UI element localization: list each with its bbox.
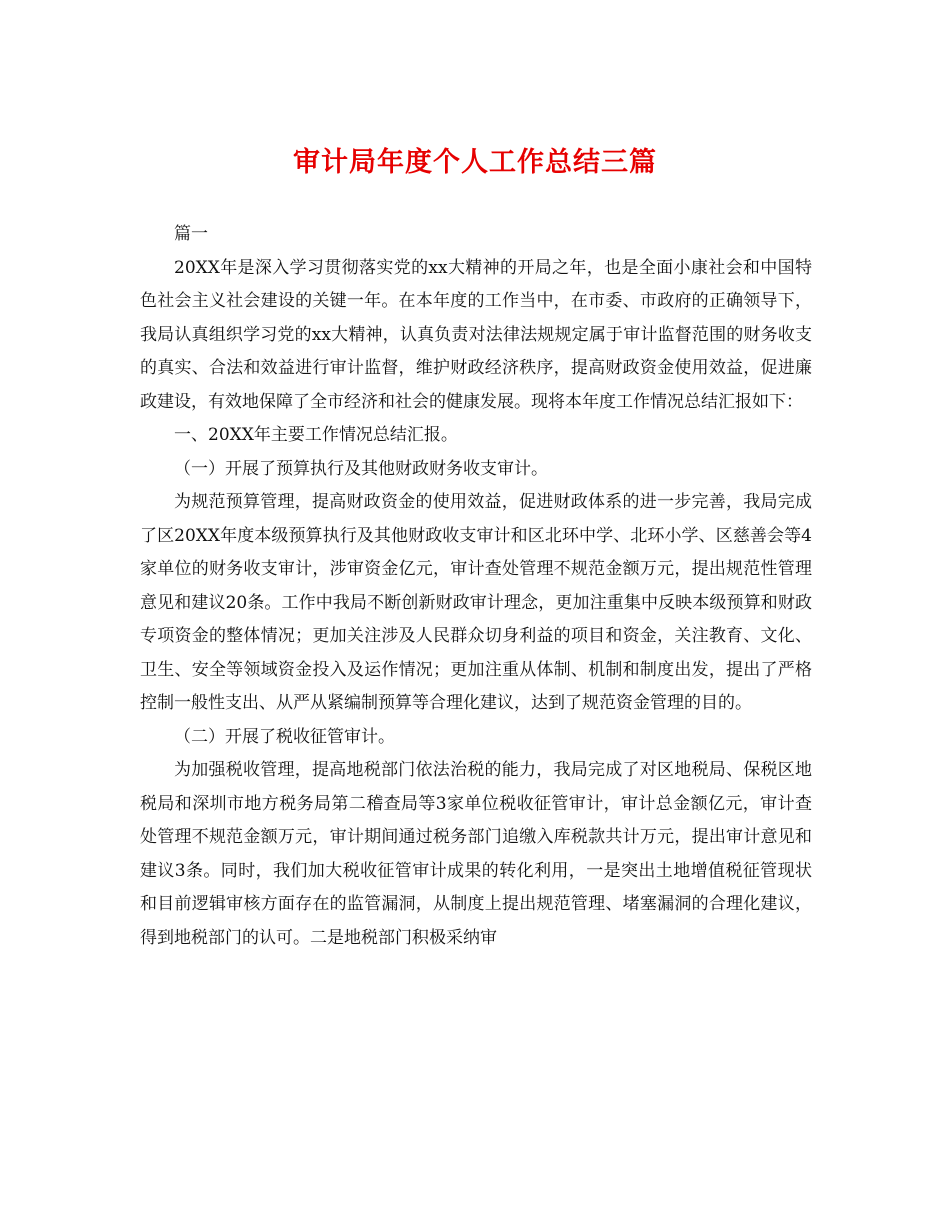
heading-main-work: 一、20XX年主要工作情况总结汇报。 [174,425,458,445]
subheading-tax-audit: （二）开展了税收征管审计。 [174,726,395,747]
paragraph-tax-audit: 为加强税收管理，提高地税部门依法治税的能力，我局完成了对区地税局、保税区地税局和深圳市地方税务局第二稽查局等3家单位税收征管审计，审计总金额亿元，审计查处管理不规范金额万元，审计期间通过税务部门追缴入库税款共计万元，提出审计意见和建议3条。同时，我们加大税收征管审计成果的转化利用，一是突出土地增值税征管现状和目前逻辑审核方面存在的监管漏洞，从制度上提出规范管理、堵塞漏洞的合理化建议，得到地税部门的认可。二是地税部门积极采纳审 [140,760,812,948]
document-body [140,218,812,955]
paragraph-intro: 20XX年是深入学习贯彻落实党的xx大精神的开局之年，也是全面小康社会和中国特色社会主义社会建设的关键一年。在本年度的工作当中，在市委、市政府的正确领导下，我局认真组织学习党的xx大精神，认真负责对法律法规规定属于审计监督范围的财务收支的真实、合法和效益进行审计监督，维护财政经济秩序，提高财政资金使用效益，促进廉政建设，有效地保障了全市经济和社会的健康发展。现将本年度工作情况总结汇报如下： [140,257,812,412]
document-title: 审计局年度个人工作总结三篇 [293,147,657,178]
subheading-budget-audit: （一）开展了预算执行及其他财政财务收支审计。 [174,458,548,479]
section-label: 篇一 [174,224,208,244]
paragraph-budget-audit: 为规范预算管理，提高财政资金的使用效益，促进财政体系的进一步完善，我局完成了区20XX年度本级预算执行及其他财政收支审计和区北环中学、北环小学、区慈善会等4家单位的财务收支审计，涉审资金亿元，审计查处管理不规范金额万元，提出规范性管理意见和建议20条。工作中我局不断创新财政审计理念，更加注重集中反映本级预算和财政专项资金的整体情况；更加关注涉及人民群众切身利益的项目和资金，关注教育、文化、卫生、安全等领域资金投入及运作情况；更加注重从体制、机制和制度出发，提出了严格控制一般性支出、从严从紧编制预算等合理化建议，达到了规范资金管理的目的。 [140,492,812,713]
